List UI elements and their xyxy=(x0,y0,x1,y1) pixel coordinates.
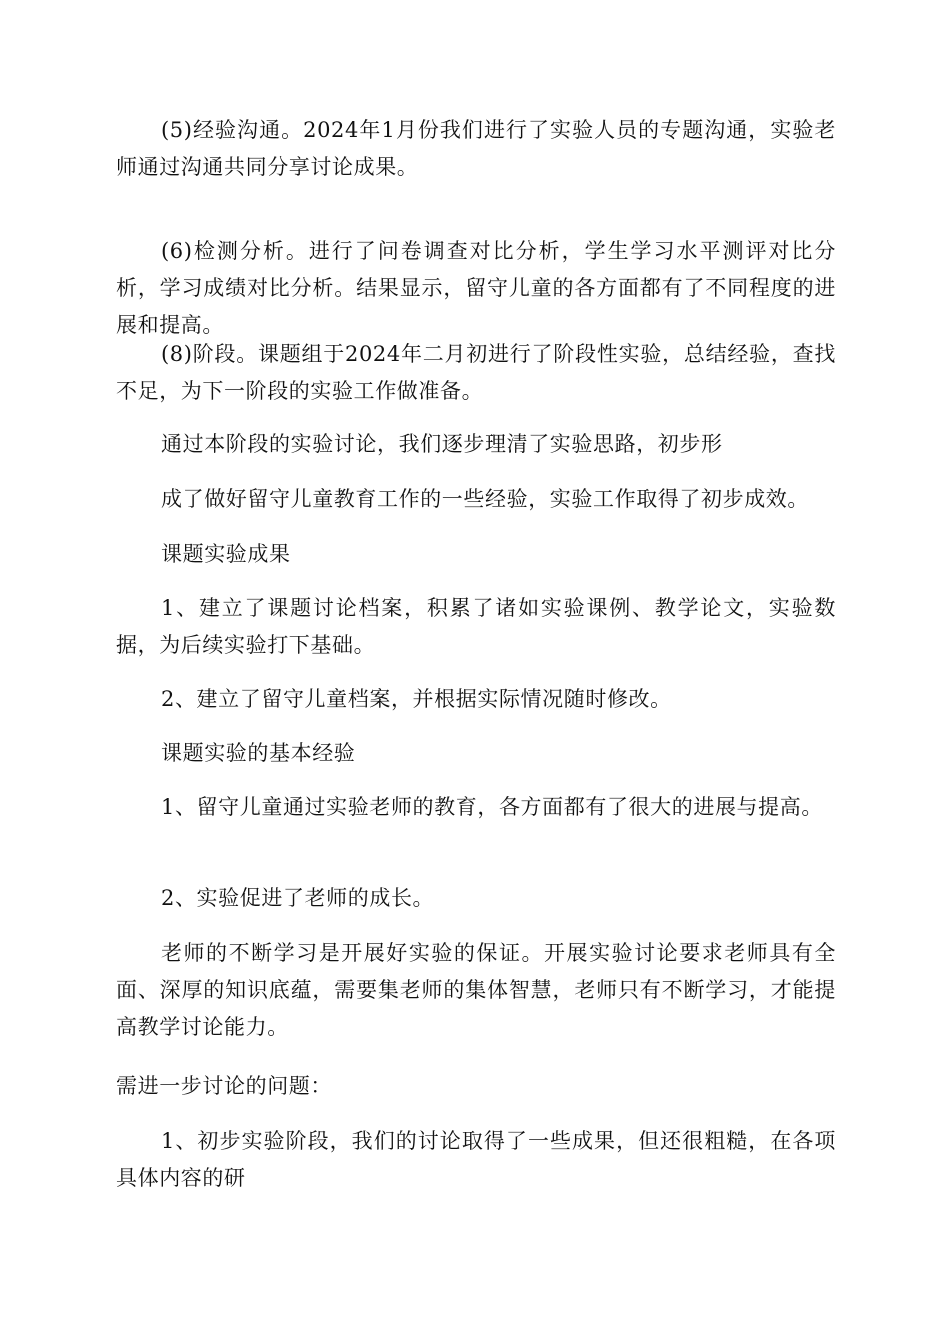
paragraph-stage: (8)阶段。课题组于2024年二月初进行了阶段性实验，总结经验，查找不足，为下一阶段的实验工作做准备。 xyxy=(116,342,836,403)
heading-further-issues: 需进一步讨论的问题： xyxy=(116,1074,332,1098)
heading-experiment-results: 课题实验成果 xyxy=(161,542,291,566)
paragraph-stage-summary-line2: 成了做好留守儿童教育工作的一些经验，实验工作取得了初步成效。 xyxy=(161,487,809,511)
paragraph-result-1: 1、建立了课题讨论档案，积累了诸如实验课例、教学论文，实验数据，为后续实验打下基础。 xyxy=(116,596,836,657)
paragraph-result-2: 2、建立了留守儿童档案，并根据实际情况随时修改。 xyxy=(161,687,672,711)
paragraph-stage-summary-line1: 通过本阶段的实验讨论，我们逐步理清了实验思路，初步形 xyxy=(161,432,723,456)
paragraph-detection-analysis: (6)检测分析。进行了问卷调查对比分析，学生学习水平测评对比分析，学习成绩对比分析。结果显示，留守儿童的各方面都有了不同程度的进展和提高。 xyxy=(116,239,836,337)
paragraph-issue-1: 1、初步实验阶段，我们的讨论取得了一些成果，但还很粗糙，在各项具体内容的研 xyxy=(116,1129,836,1190)
paragraph-teacher-learning: 老师的不断学习是开展好实验的保证。开展实验讨论要求老师具有全面、深厚的知识底蕴，需要集老师的集体智慧，老师只有不断学习，才能提高教学讨论能力。 xyxy=(116,941,836,1039)
paragraph-experience-communication: (5)经验沟通。2024年1月份我们进行了实验人员的专题沟通，实验老师通过沟通共同分享讨论成果。 xyxy=(116,118,836,179)
paragraph-experience-1: 1、留守儿童通过实验老师的教育，各方面都有了很大的进展与提高。 xyxy=(161,795,823,819)
heading-basic-experience: 课题实验的基本经验 xyxy=(161,741,356,765)
paragraph-experience-2: 2、实验促进了老师的成长。 xyxy=(161,886,435,910)
